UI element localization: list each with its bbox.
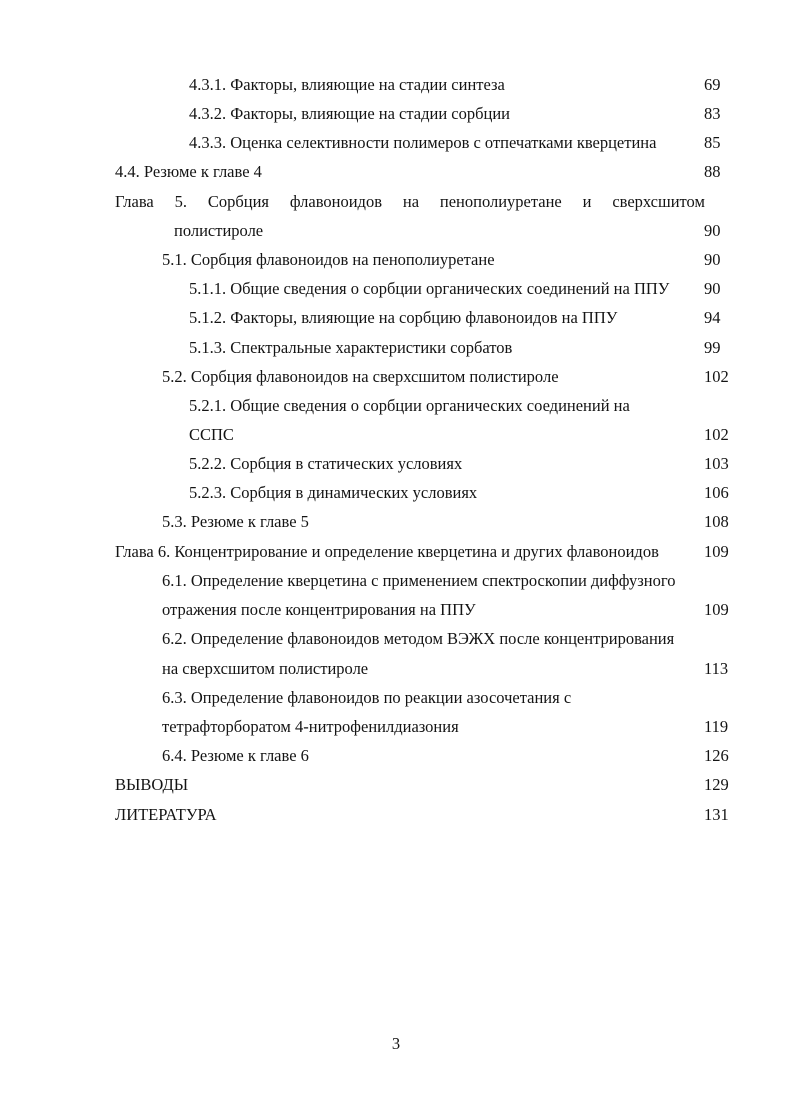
toc-entry-4-3-3-title: 4.3.3. Оценка селективности полимеров с отпечатками кверцетина — [189, 133, 657, 152]
toc-entry-6-4-title: 6.4. Резюме к главе 6 — [162, 746, 309, 765]
toc-entry-6-1-line1: 6.1. Определение кверцетина с применением спектроскопии диффузного — [162, 571, 676, 590]
toc-entry-5-3-title: 5.3. Резюме к главе 5 — [162, 512, 309, 531]
toc-word: и — [582, 192, 592, 211]
toc-entry-5-2-3-page: 106 — [704, 483, 729, 502]
toc-word: пенополиуретане — [439, 192, 562, 211]
toc-entry-5-2-3-title: 5.2.3. Сорбция в динамических условиях — [189, 483, 478, 502]
toc-entry-5-2-1-line2: ССПС — [189, 425, 234, 444]
page-number: 3 — [391, 1034, 401, 1053]
toc-entry-6-3-page: 119 — [704, 717, 729, 736]
toc-entry-6-2-line1: 6.2. Определение флавоноидов методом ВЭЖХ после концентрирования — [162, 629, 675, 648]
toc-entry-6-1-line2: отражения после концентрирования на ППУ — [162, 600, 476, 619]
toc-entry-6-4-page: 126 — [704, 746, 729, 765]
toc-entry-references-title: ЛИТЕРАТУРА — [115, 805, 217, 824]
toc-word: сверхсшитом — [612, 192, 705, 211]
toc-word: Глава — [115, 192, 154, 211]
toc-entry-chapter-5-page: 90 — [704, 221, 721, 240]
toc-entry-6-2-line2: на сверхсшитом полистироле — [162, 659, 369, 678]
toc-entry-4-4-page: 88 — [704, 162, 721, 181]
toc-entry-5-3-page: 108 — [704, 512, 729, 531]
toc-entry-6-2-page: 113 — [704, 659, 729, 678]
toc-word: флавоноидов — [289, 192, 382, 211]
toc-entry-5-2-2-title: 5.2.2. Сорбция в статических условиях — [189, 454, 463, 473]
toc-entry-5-1-1-title: 5.1.1. Общие сведения о сорбции органических соединений на ППУ — [189, 279, 670, 298]
toc-entry-5-2-1-page: 102 — [704, 425, 729, 444]
toc-entry-5-1-title: 5.1. Сорбция флавоноидов на пенополиуретане — [162, 250, 495, 269]
toc-entry-chapter-6-page: 109 — [704, 542, 729, 561]
toc-entry-5-1-1-page: 90 — [704, 279, 721, 298]
toc-entry-chapter-5-line1 — [115, 192, 705, 212]
toc-word: на — [402, 192, 420, 211]
toc-entry-6-3-line1: 6.3. Определение флавоноидов по реакции азосочетания с — [162, 688, 572, 707]
toc-word: 5. — [174, 192, 187, 211]
toc-entry-references-page: 131 — [704, 805, 729, 824]
toc-entry-5-2-title: 5.2. Сорбция флавоноидов на сверхсшитом полистироле — [162, 367, 559, 386]
toc-entry-5-1-3-title: 5.1.3. Спектральные характеристики сорбатов — [189, 338, 513, 357]
toc-entry-chapter-5-line2: полистироле — [174, 221, 264, 240]
toc-entry-4-3-3-page: 85 — [704, 133, 721, 152]
toc-entry-5-2-page: 102 — [704, 367, 729, 386]
toc-entry-6-1-page: 109 — [704, 600, 729, 619]
toc-word: Сорбция — [207, 192, 270, 211]
toc-entry-4-4-title: 4.4. Резюме к главе 4 — [115, 162, 262, 181]
toc-entry-5-2-2-page: 103 — [704, 454, 729, 473]
toc-entry-5-1-2-title: 5.1.2. Факторы, влияющие на сорбцию флавоноидов на ППУ — [189, 308, 618, 327]
toc-entry-5-2-1-line1: 5.2.1. Общие сведения о сорбции органических соединений на — [189, 396, 630, 415]
toc-entry-5-1-3-page: 99 — [704, 338, 721, 357]
toc-entry-6-3-line2: тетрафторборатом 4-нитрофенилдиазония — [162, 717, 459, 736]
toc-entry-4-3-2-page: 83 — [704, 104, 721, 123]
toc-entry-4-3-1-title: 4.3.1. Факторы, влияющие на стадии синтеза — [189, 75, 505, 94]
toc-entry-4-3-1-page: 69 — [704, 75, 721, 94]
toc-entry-conclusions-page: 129 — [704, 775, 729, 794]
toc-entry-chapter-6-title: Глава 6. Концентрирование и определение кверцетина и других флавоноидов — [115, 542, 659, 561]
toc-entry-5-1-2-page: 94 — [704, 308, 721, 327]
toc-entry-5-1-page: 90 — [704, 250, 721, 269]
toc-entry-conclusions-title: ВЫВОДЫ — [115, 775, 189, 794]
toc-entry-4-3-2-title: 4.3.2. Факторы, влияющие на стадии сорбции — [189, 104, 511, 123]
